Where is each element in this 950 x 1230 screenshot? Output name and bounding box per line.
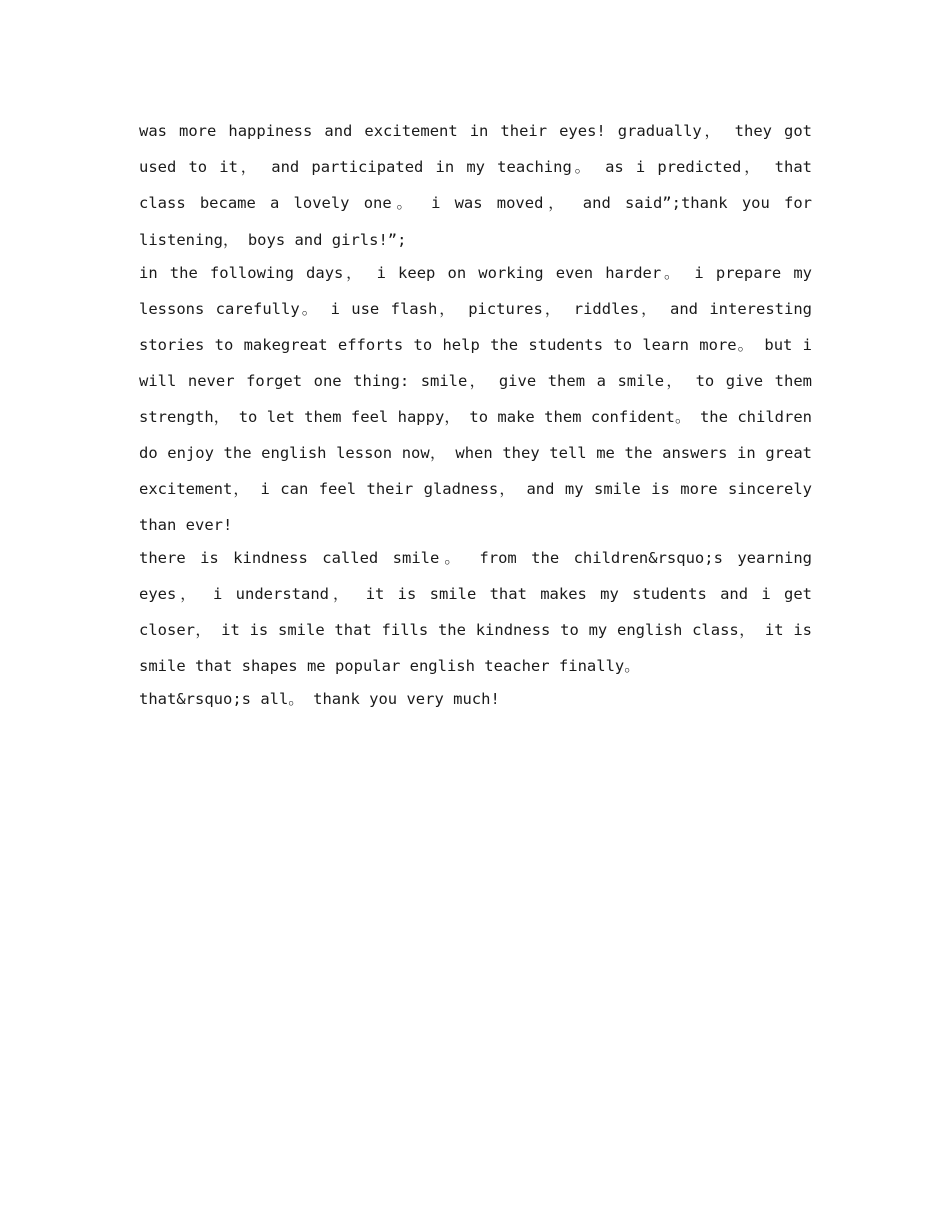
paragraph-1: was more happiness and excitement in their eyes! gradually， they got used to it， and participated in my teaching。 as i predicted， that class became a lovely one。 i was moved， and said”;thank you for listening， boys and girls!”; (139, 122, 822, 249)
document-body (139, 113, 822, 717)
paragraph-3: there is kindness called smile。 from the children&rsquo;s yearning eyes， i understand， it is smile that makes my students and i get closer， it is smile that fills the kindness to my english class， it is smile that shapes me popular english teacher finally。 (139, 548, 822, 675)
paragraph-2: in the following days， i keep on working even harder。 i prepare my lessons carefully。 i use flash， pictures， riddles， and interesting stories to makegreat efforts to help the students to learn more。 but i will never forget one thing: smile， give them a smile， to give them strength， to let them feel happy， to make them confident。 the children do enjoy the english lesson now， when they tell me the answers in great excitement， i can feel their gladness， and my smile is more sincerely than ever! (139, 263, 822, 534)
paragraph-4: that&rsquo;s all。 thank you very much! (139, 689, 500, 708)
